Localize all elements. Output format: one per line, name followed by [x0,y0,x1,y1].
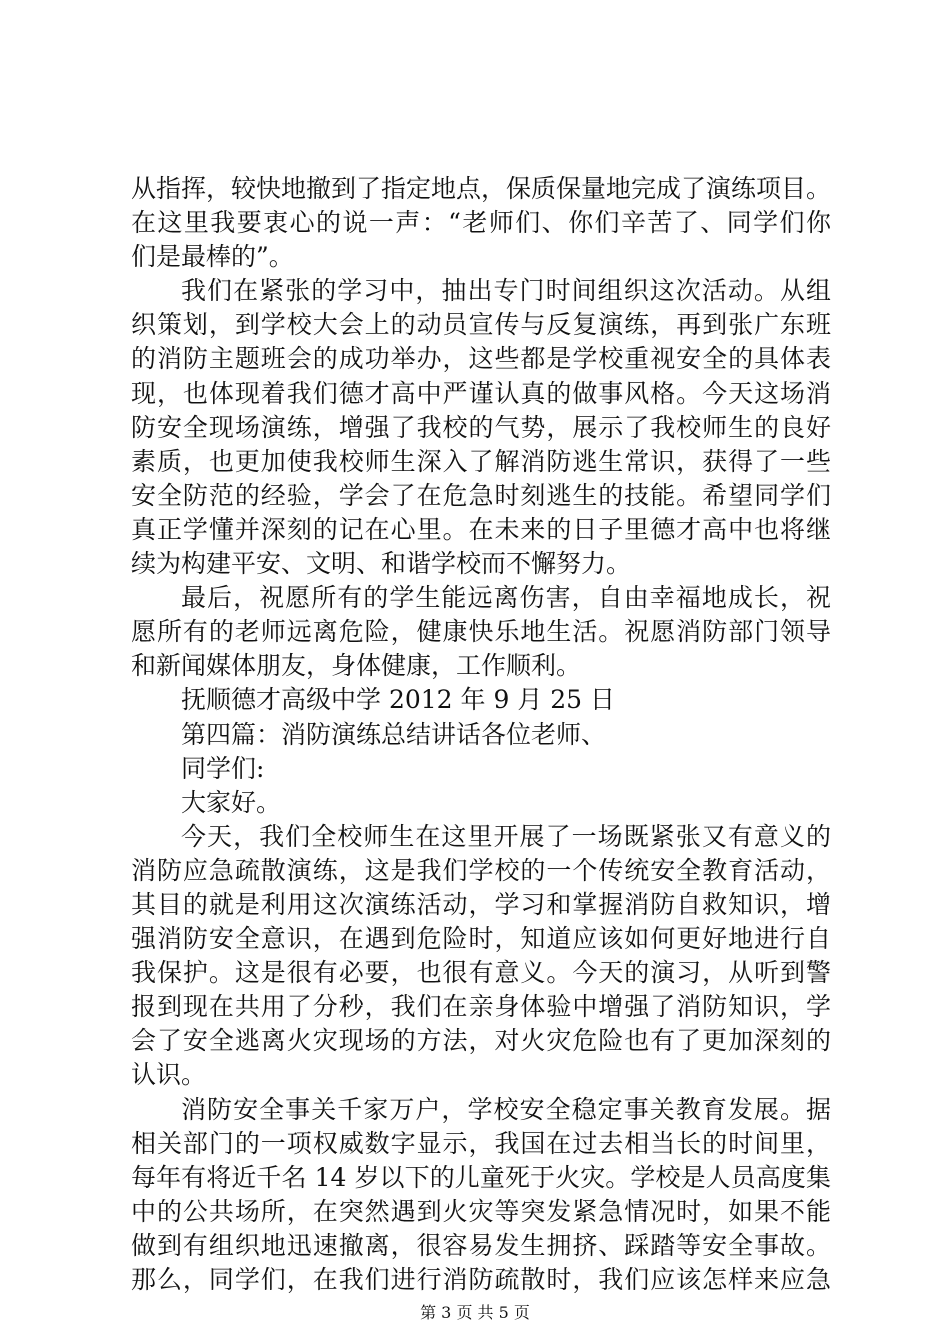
text-line: 中的公共场所，在突然遇到火灾等突发紧急情况时，如果不能 [131,1196,831,1226]
paragraph-first-line: 我们在紧张的学习中，抽出专门时间组织这次活动。从组 [181,276,831,306]
text-line: 防安全现场演练，增强了我校的气势，展示了我校师生的良好 [131,412,831,442]
paragraph-first-line: 今天，我们全校师生在这里开展了一场既紧张又有意义的 [181,821,831,851]
text-line: 的消防主题班会的成功举办，这些都是学校重视安全的具体表 [131,344,831,374]
text-line: 强消防安全意识，在遇到危险时，知道应该如何更好地进行自 [131,924,831,954]
text-line: 认识。 [131,1060,207,1090]
signature-line: 抚顺德才高级中学 2012 年 9 月 25 日 [181,685,616,715]
text-line: 织策划，到学校大会上的动员宣传与反复演练，再到张广东班 [131,310,831,340]
page-number: 第 3 页 共 5 页 [420,1303,530,1322]
paragraph-first-line: 消防安全事关千家万户，学校安全稳定事关教育发展。据 [181,1094,831,1124]
text-line: 续为构建平安、文明、和谐学校而不懈努力。 [131,549,632,579]
text-line: 会了安全逃离火灾现场的方法，对火灾危险也有了更加深刻的 [131,1026,831,1056]
text-line: 每年有将近千名 14 岁以下的儿童死于火灾。学校是人员高度集 [131,1162,831,1192]
text-line: 们是最棒的”。 [131,242,294,272]
section-heading: 第四篇：消防演练总结讲话各位老师、 [181,719,607,749]
greeting: 大家好。 [181,787,282,817]
text-line: 素质，也更加使我校师生深入了解消防逃生常识，获得了一些 [131,446,831,476]
paragraph-first-line: 最后，祝愿所有的学生能远离伤害，自由幸福地成长，祝 [181,583,831,613]
text-line: 相关部门的一项权威数字显示，我国在过去相当长的时间里， [131,1128,831,1158]
text-line: 消防应急疏散演练，这是我们学校的一个传统安全教育活动， [131,855,831,885]
text-line: 在这里我要衷心的说一声：“老师们、你们辛苦了、同学们你 [131,208,831,238]
text-line: 报到现在共用了分秒，我们在亲身体验中增强了消防知识，学 [131,992,831,1022]
text-line: 其目的就是利用这次演练活动，学习和掌握消防自救知识，增 [131,889,831,919]
text-line: 安全防范的经验，学会了在危急时刻逃生的技能。希望同学们 [131,480,831,510]
body-text [131,172,831,1297]
text-line: 做到有组织地迅速撤离，很容易发生拥挤、踩踏等安全事故。 [131,1230,831,1260]
text-line: 和新闻媒体朋友，身体健康，工作顺利。 [131,651,582,681]
text-line: 现，也体现着我们德才高中严谨认真的做事风格。今天这场消 [131,378,831,408]
text-line: 我保护。这是很有必要，也很有意义。今天的演习，从听到警 [131,958,831,988]
text-line: 从指挥，较快地撤到了指定地点，保质保量地完成了演练项目。 [131,174,832,203]
text-line: 愿所有的老师远离危险，健康快乐地生活。祝愿消防部门领导 [131,617,831,647]
text-line: 那么，同学们，在我们进行消防疏散时，我们应该怎样来应急 [131,1265,831,1294]
text-line: 真正学懂并深刻的记在心里。在未来的日子里德才高中也将继 [131,514,831,544]
page-footer [0,1300,950,1323]
salutation: 同学们: [181,753,265,783]
